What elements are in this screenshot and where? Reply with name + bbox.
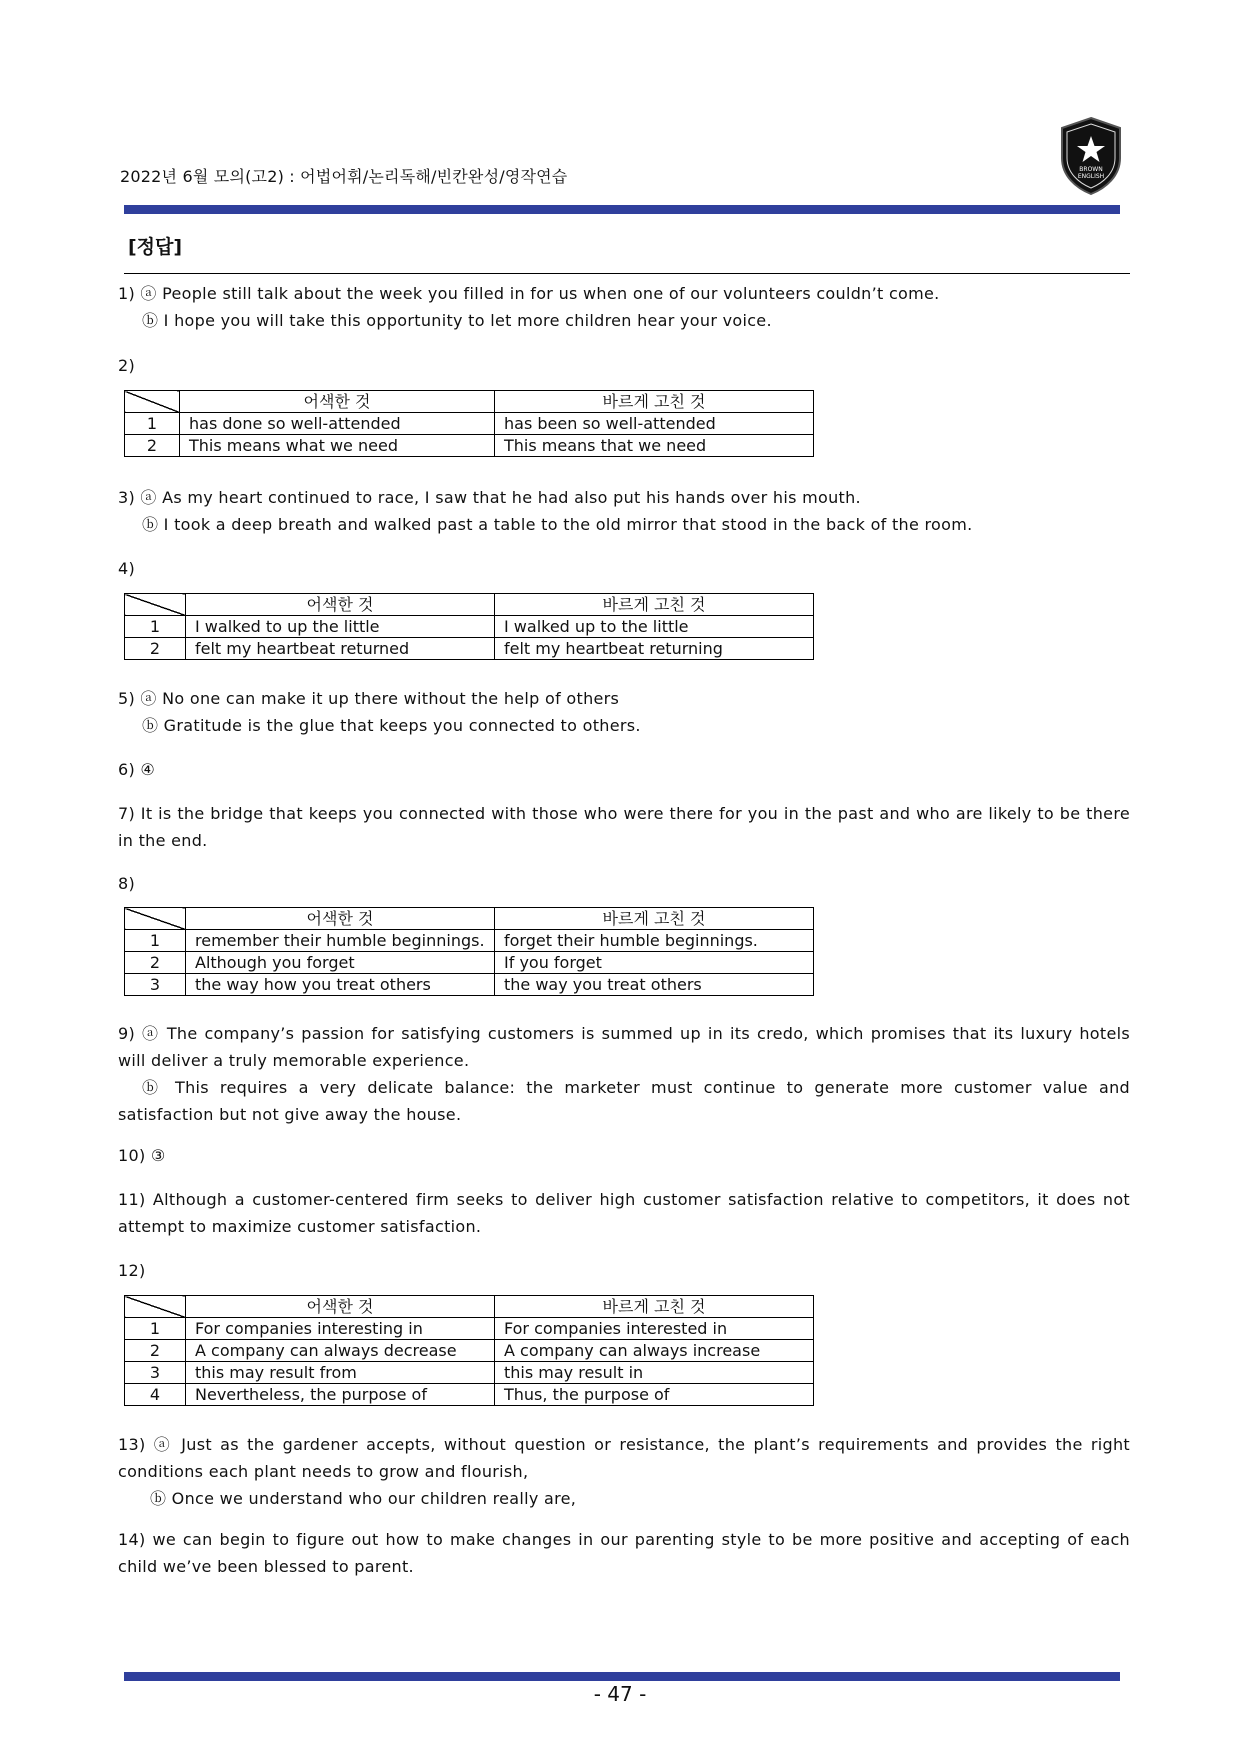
answer-b: ⓑ Gratitude is the glue that keeps you connected to others. <box>142 716 641 735</box>
section-rule <box>124 273 1130 274</box>
header-wrong: 어색한 것 <box>186 908 495 930</box>
answer-b: ⓑ Once we understand who our children really are, <box>150 1489 577 1508</box>
answer-4-table <box>124 593 814 660</box>
answer-6: 6) ④ <box>118 760 156 779</box>
logo-text-english: ENGLISH <box>1077 173 1105 180</box>
answer-9 <box>118 1020 1130 1128</box>
answer-b: ⓑ I took a deep breath and walked past a table to the old mirror that stood in the back of the room. <box>142 515 973 534</box>
footer-rule <box>124 1672 1120 1681</box>
table-row: 2 Although you forget If you forget <box>125 952 814 974</box>
answer-4-label: 4) <box>118 559 136 578</box>
answer-8-label: 8) <box>118 874 136 893</box>
answer-2-label: 2) <box>118 356 136 375</box>
table-row: 1 For companies interesting in For companies interested in <box>125 1318 814 1340</box>
page-header-title: 2022년 6월 모의(고2) : 어법어휘/논리독해/빈칸완성/영작연습 <box>120 167 568 186</box>
answer-7: 7) It is the bridge that keeps you connected with those who were there for you in the past and who are likely to be there in the end. <box>118 804 1130 850</box>
table-row: 4 Nevertheless, the purpose of Thus, the purpose of <box>125 1384 814 1406</box>
answer-b: ⓑ I hope you will take this opportunity to let more children hear your voice. <box>142 311 772 330</box>
table-row: 2 This means what we need This means that we need <box>125 435 814 457</box>
table-row: 3 this may result from this may result in <box>125 1362 814 1384</box>
header-right: 바르게 고친 것 <box>495 1296 814 1318</box>
table-row: 3 the way how you treat others the way you treat others <box>125 974 814 996</box>
table-corner <box>125 391 180 413</box>
answer-12-table <box>124 1295 814 1406</box>
answer-b: ⓑ This requires a very delicate balance: the marketer must continue to generate more customer value and satisfaction but not give away the house. <box>118 1078 1130 1124</box>
answer-a: 9) ⓐ The company’s passion for satisfying customers is summed up in its credo, which promises that its luxury hotels will deliver a truly memorable experience. <box>118 1024 1130 1070</box>
table-row: 1 I walked to up the little I walked up to the little <box>125 616 814 638</box>
answer-a: 13) ⓐ Just as the gardener accepts, without question or resistance, the plant’s requirements and provides the right conditions each plant needs to grow and flourish, <box>118 1435 1130 1481</box>
page-number: - 47 - <box>593 1682 647 1706</box>
answer-number: 3) <box>118 488 136 507</box>
header-right: 바르게 고친 것 <box>495 594 814 616</box>
answer-a: ⓐ As my heart continued to race, I saw that he had also put his hands over his mouth. <box>140 488 861 507</box>
answer-1 <box>118 280 1130 334</box>
section-title: [정답] <box>128 236 183 258</box>
answer-14: 14) we can begin to figure out how to make changes in our parenting style to be more positive and accepting of each child we’ve been blessed to parent. <box>118 1530 1130 1576</box>
header-right: 바르게 고친 것 <box>495 391 814 413</box>
table-corner <box>125 1296 186 1318</box>
header-wrong: 어색한 것 <box>186 594 495 616</box>
table-row: 2 felt my heartbeat returned felt my heartbeat returning <box>125 638 814 660</box>
table-row: 1 remember their humble beginnings. forget their humble beginnings. <box>125 930 814 952</box>
header-right: 바르게 고친 것 <box>495 908 814 930</box>
answer-11: 11) Although a customer-centered firm seeks to deliver high customer satisfaction relative to competitors, it does not attempt to maximize customer satisfaction. <box>118 1190 1130 1236</box>
answer-a: ⓐ No one can make it up there without the help of others <box>140 689 620 708</box>
answer-2-table <box>124 390 814 457</box>
answer-number: 5) <box>118 689 136 708</box>
answer-a: ⓐ People still talk about the week you filled in for us when one of our volunteers couldn’t come. <box>140 284 940 303</box>
answer-13 <box>118 1431 1130 1512</box>
logo-text-brown: BROWN <box>1079 166 1103 173</box>
table-row: 1 has done so well-attended has been so well-attended <box>125 413 814 435</box>
table-corner <box>125 594 186 616</box>
brown-english-logo <box>1058 116 1124 196</box>
table-row: 2 A company can always decrease A company can always increase <box>125 1340 814 1362</box>
answer-12-label: 12) <box>118 1261 146 1280</box>
answer-8-table <box>124 907 814 996</box>
answer-5 <box>118 685 1130 739</box>
header-rule <box>124 205 1120 214</box>
table-corner <box>125 908 186 930</box>
answer-3 <box>118 484 1130 538</box>
answer-10: 10) ③ <box>118 1146 166 1165</box>
header-wrong: 어색한 것 <box>186 1296 495 1318</box>
header-wrong: 어색한 것 <box>180 391 495 413</box>
answer-number: 1) <box>118 284 136 303</box>
